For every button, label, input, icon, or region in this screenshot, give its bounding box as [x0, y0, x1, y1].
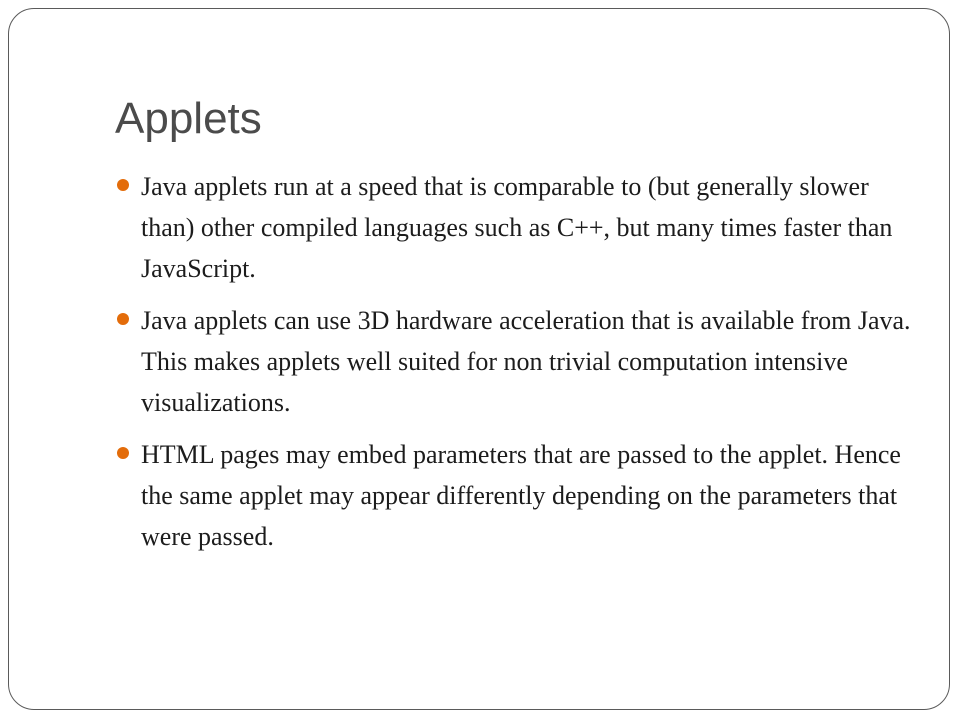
bullet-dot-icon	[117, 313, 129, 325]
bullet-text: HTML pages may embed parameters that are passed to the applet. Hence the same applet may appear differently depending on the parameters that were passed.	[141, 440, 901, 551]
bullet-item	[141, 300, 921, 423]
bullet-item	[141, 434, 921, 557]
bullet-list	[141, 166, 921, 568]
bullet-dot-icon	[117, 447, 129, 459]
bullet-dot-icon	[117, 179, 129, 191]
bullet-item	[141, 166, 921, 289]
slide-title: Applets	[115, 94, 262, 143]
slide-frame	[8, 8, 950, 710]
bullet-text: Java applets run at a speed that is comparable to (but generally slower than) other compiled languages such as C++, but many times faster than JavaScript.	[141, 172, 893, 283]
bullet-text: Java applets can use 3D hardware acceleration that is available from Java. This makes applets well suited for non trivial computation intensive visualizations.	[141, 306, 911, 417]
